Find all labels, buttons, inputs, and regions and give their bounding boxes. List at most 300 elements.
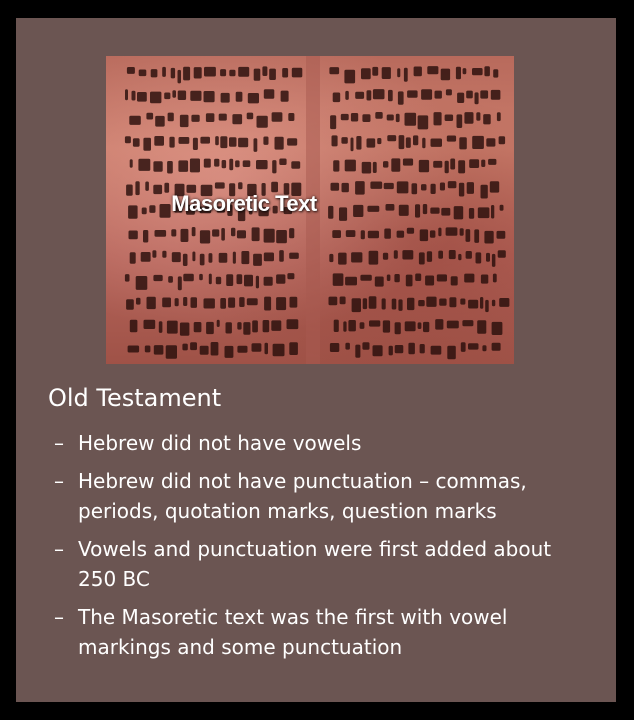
script-glyph (488, 159, 496, 165)
script-glyph (264, 297, 271, 311)
script-glyph (484, 231, 493, 244)
script-glyph (369, 296, 377, 309)
script-glyph (447, 346, 456, 359)
bullet-dash: – (54, 469, 64, 493)
script-glyph (168, 276, 173, 283)
script-glyph (407, 228, 414, 234)
script-glyph (405, 113, 417, 126)
script-glyph (178, 91, 186, 101)
script-glyph (204, 91, 215, 102)
script-glyph (475, 92, 479, 104)
script-glyph (373, 89, 385, 99)
script-glyph (383, 161, 388, 168)
script-glyph (292, 68, 303, 78)
script-glyph (138, 159, 150, 171)
script-glyph (360, 275, 371, 281)
script-glyph (155, 230, 167, 237)
script-glyph (421, 184, 427, 190)
script-glyph (466, 91, 473, 99)
script-glyph (343, 321, 346, 331)
script-glyph (252, 320, 258, 332)
script-glyph (221, 93, 230, 103)
script-glyph (257, 116, 268, 128)
script-glyph (254, 138, 258, 152)
script-glyph (445, 161, 449, 174)
script-glyph (476, 252, 482, 263)
script-glyph (204, 159, 211, 168)
script-glyph (360, 322, 365, 329)
script-glyph (469, 159, 479, 168)
script-glyph (369, 251, 379, 265)
script-glyph (397, 181, 409, 193)
script-glyph (391, 158, 400, 171)
script-glyph (418, 322, 422, 329)
script-glyph (172, 90, 176, 98)
script-glyph (239, 297, 244, 307)
manuscript-image (106, 56, 514, 364)
script-glyph (345, 160, 356, 172)
script-glyph (154, 345, 164, 355)
script-glyph (253, 254, 262, 266)
script-glyph (485, 300, 489, 312)
script-glyph (351, 113, 358, 122)
script-glyph (426, 297, 436, 307)
script-glyph (395, 345, 404, 353)
script-glyph (217, 320, 220, 327)
script-glyph (191, 297, 198, 308)
script-glyph (458, 254, 461, 260)
script-glyph (194, 322, 202, 332)
script-glyph (446, 227, 458, 235)
script-glyph (415, 274, 421, 282)
script-glyph (451, 276, 458, 285)
script-glyph (434, 112, 442, 125)
script-glyph (345, 343, 350, 350)
script-glyph (425, 276, 434, 286)
bullet-text: The Masoretic text was the first with vowel markings and some punctuation (78, 605, 508, 659)
script-glyph (159, 321, 163, 333)
script-glyph (220, 298, 226, 309)
bullet-list (54, 428, 594, 670)
image-caption: Masoretic Text (171, 191, 317, 216)
script-glyph (279, 250, 284, 262)
script-glyph (200, 230, 210, 243)
script-glyph (143, 230, 148, 243)
script-glyph (413, 135, 418, 145)
script-glyph (438, 251, 443, 259)
script-glyph (183, 254, 188, 266)
script-glyph (219, 253, 228, 263)
script-glyph (383, 253, 388, 260)
script-glyph (415, 204, 420, 217)
script-glyph (162, 298, 171, 308)
script-glyph (498, 250, 506, 258)
script-glyph (264, 277, 273, 286)
script-glyph (352, 298, 361, 312)
script-glyph (289, 342, 298, 355)
script-glyph (392, 299, 397, 310)
script-glyph (484, 66, 490, 76)
script-glyph (231, 228, 235, 236)
script-glyph (447, 136, 456, 142)
script-glyph (269, 69, 276, 80)
script-glyph (476, 112, 480, 121)
script-glyph (351, 138, 354, 152)
script-glyph (462, 320, 473, 326)
script-glyph (492, 300, 495, 307)
script-glyph (345, 277, 357, 286)
script-glyph (180, 115, 189, 127)
script-glyph (340, 297, 346, 305)
script-glyph (402, 250, 413, 259)
script-glyph (287, 138, 297, 145)
script-glyph (178, 70, 182, 84)
script-glyph (474, 229, 479, 243)
script-glyph (192, 252, 195, 262)
script-glyph (333, 160, 339, 171)
script-glyph (235, 160, 240, 167)
script-glyph (164, 93, 170, 100)
script-glyph (179, 137, 190, 144)
bullet-item (54, 466, 594, 526)
script-glyph (490, 181, 499, 192)
script-glyph (175, 298, 179, 306)
script-glyph (237, 274, 243, 284)
script-glyph (264, 253, 274, 262)
slide (16, 18, 616, 702)
script-glyph (206, 113, 215, 122)
script-glyph (382, 67, 391, 79)
script-glyph (433, 161, 442, 168)
script-glyph (351, 252, 362, 262)
script-glyph (172, 252, 181, 262)
script-glyph (407, 90, 418, 97)
script-glyph (264, 229, 275, 243)
script-glyph (397, 231, 405, 238)
script-glyph (469, 208, 474, 219)
script-glyph (199, 274, 203, 280)
bullet-text: Hebrew did not have vowels (78, 431, 362, 455)
script-glyph (167, 161, 173, 174)
script-glyph (276, 230, 287, 243)
script-glyph (329, 67, 339, 74)
script-glyph (408, 343, 415, 355)
script-glyph (209, 253, 213, 263)
script-glyph (127, 67, 135, 74)
script-glyph (464, 274, 474, 283)
script-glyph (466, 229, 471, 242)
script-glyph (183, 274, 194, 282)
script-glyph (271, 320, 281, 331)
script-glyph (125, 274, 130, 282)
script-glyph (439, 299, 446, 306)
bullet-dash: – (54, 431, 64, 455)
script-glyph (497, 231, 506, 239)
script-glyph (431, 184, 436, 194)
script-glyph (430, 208, 439, 214)
script-glyph (450, 159, 455, 170)
script-glyph (356, 136, 361, 150)
script-glyph (338, 253, 347, 265)
script-glyph (480, 297, 483, 309)
script-glyph (204, 298, 215, 308)
script-glyph (263, 320, 270, 332)
script-glyph (420, 344, 425, 353)
script-glyph (397, 68, 400, 77)
script-glyph (136, 276, 148, 290)
script-glyph (220, 69, 226, 76)
script-glyph (375, 277, 384, 287)
script-glyph (136, 298, 141, 305)
script-glyph (273, 344, 285, 357)
script-glyph (178, 276, 182, 290)
script-glyph (384, 229, 391, 239)
script-glyph (132, 91, 136, 101)
script-glyph (190, 91, 201, 101)
script-glyph (370, 182, 382, 189)
script-glyph (282, 68, 288, 78)
script-glyph (171, 68, 175, 79)
script-glyph (481, 160, 485, 167)
script-glyph (361, 68, 371, 79)
script-glyph (329, 254, 333, 262)
script-glyph (275, 137, 284, 150)
script-glyph (355, 92, 364, 99)
script-glyph (237, 346, 247, 353)
script-glyph (472, 136, 484, 149)
script-glyph (388, 90, 393, 101)
script-glyph (431, 139, 443, 147)
script-glyph (458, 160, 465, 173)
script-glyph (162, 67, 166, 77)
script-glyph (276, 274, 285, 283)
script-glyph (461, 342, 466, 352)
script-glyph (238, 138, 248, 147)
script-glyph (145, 346, 151, 353)
script-glyph (344, 70, 355, 84)
script-glyph (229, 159, 233, 171)
script-glyph (287, 273, 294, 279)
script-glyph (125, 136, 131, 143)
script-glyph (362, 342, 369, 349)
script-glyph (361, 230, 365, 239)
script-glyph (373, 345, 383, 356)
script-glyph (486, 138, 495, 146)
script-glyph (236, 92, 243, 102)
script-glyph (264, 89, 275, 99)
script-glyph (128, 346, 140, 353)
script-glyph (389, 346, 393, 356)
script-glyph (348, 320, 356, 331)
script-glyph (395, 322, 401, 334)
script-glyph (447, 321, 459, 329)
script-glyph (331, 183, 340, 191)
script-glyph (468, 300, 478, 309)
script-glyph (133, 138, 140, 147)
script-glyph (362, 162, 372, 174)
script-glyph (457, 93, 464, 103)
script-glyph (394, 250, 398, 258)
script-glyph (346, 230, 356, 237)
script-glyph (435, 91, 442, 99)
bullet-dash: – (54, 537, 64, 561)
script-glyph (384, 183, 394, 189)
script-glyph (398, 91, 404, 104)
script-glyph (468, 343, 479, 349)
script-glyph (341, 114, 349, 120)
script-glyph (281, 91, 289, 102)
script-glyph (460, 228, 464, 236)
script-glyph (481, 275, 488, 284)
script-glyph (499, 298, 509, 307)
script-glyph (288, 113, 294, 121)
script-glyph (226, 322, 232, 333)
script-glyph (200, 137, 210, 144)
script-glyph (166, 345, 177, 359)
script-glyph (332, 135, 338, 146)
script-glyph (180, 323, 190, 336)
script-glyph (427, 66, 438, 74)
script-glyph (130, 320, 138, 333)
script-glyph (334, 320, 339, 332)
script-glyph (153, 161, 162, 172)
script-glyph (457, 114, 463, 128)
script-glyph (459, 183, 464, 197)
script-glyph (219, 114, 227, 121)
script-glyph (440, 183, 445, 191)
script-glyph (456, 67, 461, 80)
script-glyph (368, 231, 379, 239)
script-glyph (477, 320, 486, 334)
script-glyph (181, 229, 189, 242)
script-glyph (262, 66, 267, 76)
script-glyph (430, 230, 436, 237)
script-glyph (330, 343, 339, 352)
script-glyph (373, 162, 377, 173)
script-glyph (454, 206, 464, 219)
script-glyph (276, 297, 286, 310)
script-glyph (126, 299, 134, 310)
script-glyph (191, 115, 199, 122)
script-glyph (211, 342, 219, 356)
script-glyph (243, 322, 250, 335)
script-glyph (332, 230, 341, 238)
script-glyph (252, 343, 262, 351)
script-glyph (421, 89, 432, 100)
bullet-text: Vowels and punctuation were first added about 250 BC (78, 537, 552, 591)
bullet-item (54, 428, 594, 458)
script-glyph (445, 115, 454, 122)
script-glyph (367, 138, 376, 147)
script-glyph (125, 89, 128, 100)
script-glyph (279, 159, 286, 166)
script-glyph (200, 346, 209, 355)
script-glyph (375, 112, 382, 119)
script-glyph (406, 275, 413, 287)
script-glyph (168, 113, 174, 122)
script-glyph (377, 138, 381, 144)
script-glyph (493, 274, 497, 283)
script-glyph (423, 204, 427, 214)
script-glyph (152, 250, 156, 258)
script-glyph (427, 251, 432, 262)
script-glyph (363, 298, 367, 309)
script-glyph (382, 298, 386, 309)
script-glyph (466, 251, 472, 259)
script-glyph (178, 160, 188, 172)
script-glyph (387, 115, 394, 121)
script-glyph (491, 90, 501, 100)
script-glyph (394, 274, 399, 282)
script-glyph (437, 274, 447, 281)
script-glyph (229, 70, 235, 77)
script-glyph (482, 345, 486, 351)
script-glyph (403, 159, 413, 166)
script-glyph (289, 228, 294, 238)
script-glyph (238, 182, 242, 189)
script-glyph (215, 136, 219, 145)
script-glyph (237, 230, 246, 238)
script-glyph (155, 116, 165, 127)
script-glyph (247, 298, 258, 305)
script-glyph (215, 182, 225, 188)
script-glyph (486, 253, 490, 262)
script-glyph (291, 161, 300, 169)
script-glyph (492, 322, 503, 335)
script-glyph (141, 252, 151, 262)
script-glyph (355, 345, 360, 358)
script-glyph (422, 138, 425, 149)
script-glyph (418, 115, 429, 129)
script-glyph (423, 322, 429, 332)
script-glyph (406, 137, 411, 148)
script-glyph (167, 321, 178, 334)
script-glyph (139, 70, 147, 77)
script-glyph (492, 343, 501, 351)
script-glyph (162, 251, 166, 258)
script-glyph (183, 297, 187, 306)
script-glyph (387, 275, 391, 282)
script-glyph (171, 229, 176, 236)
bullet-dash: – (54, 605, 64, 629)
script-glyph (383, 320, 390, 332)
script-glyph (419, 252, 425, 264)
script-glyph (463, 68, 467, 74)
script-glyph (206, 322, 214, 334)
script-glyph (190, 342, 197, 350)
script-glyph (497, 112, 501, 121)
script-glyph (225, 346, 234, 358)
script-glyph (472, 68, 483, 75)
script-glyph (467, 182, 474, 194)
script-glyph (435, 319, 443, 330)
script-glyph (493, 69, 498, 77)
script-glyph (345, 91, 349, 100)
script-glyph (492, 254, 496, 267)
script-glyph (405, 321, 416, 331)
script-glyph (362, 114, 370, 122)
script-glyph (192, 227, 196, 236)
script-glyph (414, 67, 422, 77)
slide-heading: Old Testament (48, 384, 222, 412)
script-glyph (209, 274, 212, 285)
script-glyph (200, 254, 205, 266)
script-glyph (265, 343, 269, 355)
script-glyph (129, 116, 141, 125)
script-glyph (407, 298, 414, 310)
script-glyph (220, 136, 227, 148)
script-glyph (449, 250, 456, 259)
